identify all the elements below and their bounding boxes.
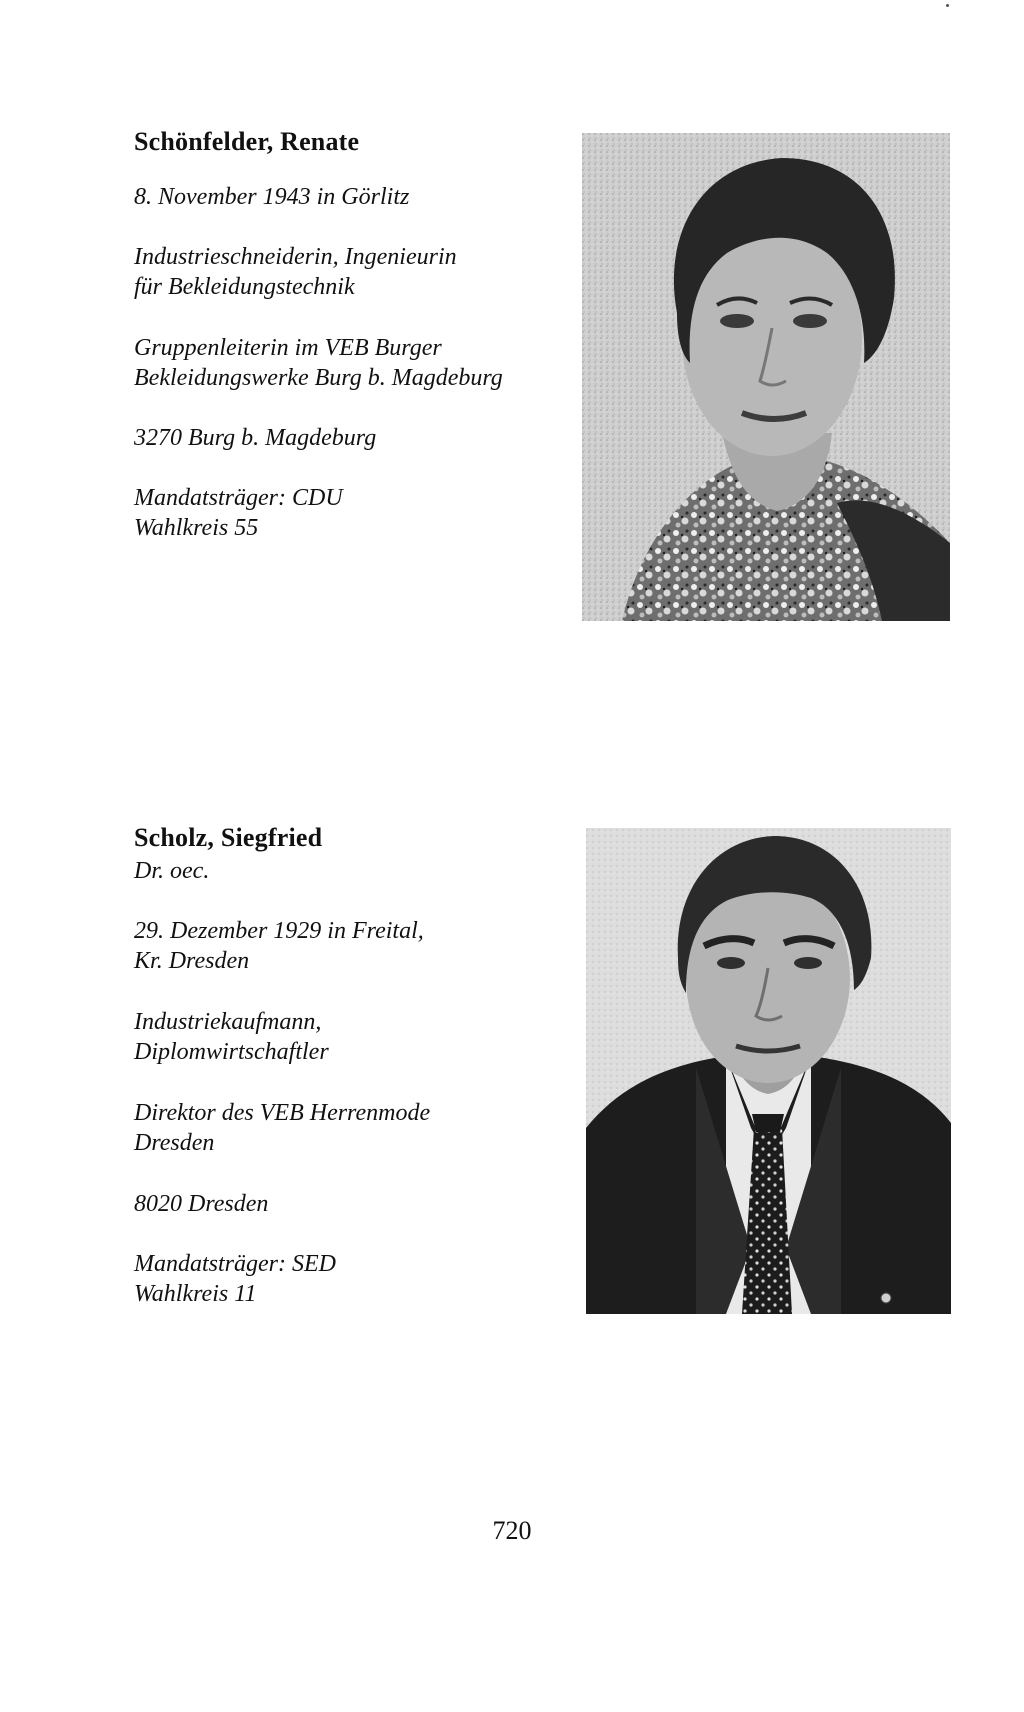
page-number: 720 bbox=[492, 1516, 532, 1545]
mandate-line: Mandatsträger: CDU bbox=[134, 485, 343, 511]
portrait-photo-1 bbox=[582, 133, 950, 621]
birth-line: 8. November 1943 in Görlitz bbox=[134, 184, 410, 210]
birth-line: 29. Dezember 1929 in Freital, bbox=[134, 918, 424, 944]
position-info bbox=[134, 333, 564, 393]
portrait-photo-2 bbox=[586, 828, 951, 1314]
position-line: Direktor des VEB Herrenmode bbox=[134, 1100, 431, 1126]
mandate-line: Wahlkreis 11 bbox=[134, 1281, 257, 1307]
birth-line: Kr. Dresden bbox=[134, 948, 250, 974]
profession-line: für Bekleidungstechnik bbox=[134, 274, 355, 300]
mandate-line: Wahlkreis 55 bbox=[134, 515, 259, 541]
address-info bbox=[134, 423, 564, 453]
mandate-info bbox=[134, 483, 564, 543]
position-line: Dresden bbox=[134, 1130, 215, 1156]
birth-info bbox=[134, 916, 564, 976]
biography-entry-1 bbox=[134, 126, 564, 543]
address-info bbox=[134, 1189, 564, 1219]
academic-title: Dr. oec. bbox=[134, 858, 210, 884]
profession-info bbox=[134, 1007, 564, 1067]
position-line: Bekleidungswerke Burg b. Magdeburg bbox=[134, 365, 503, 391]
profession-line: Diplomwirtschaftler bbox=[134, 1039, 329, 1065]
biography-entry-2 bbox=[134, 822, 564, 1309]
profession-info bbox=[134, 242, 564, 302]
mandate-info bbox=[134, 1249, 564, 1309]
portrait-woman-image bbox=[582, 133, 950, 621]
entry-name: Schönfelder, Renate bbox=[134, 127, 360, 156]
birth-info bbox=[134, 182, 564, 212]
scan-speck bbox=[946, 4, 949, 7]
address-line: 8020 Dresden bbox=[134, 1191, 269, 1217]
profession-line: Industrieschneiderin, Ingenieurin bbox=[134, 244, 457, 270]
position-line: Gruppenleiterin im VEB Burger bbox=[134, 335, 442, 361]
address-line: 3270 Burg b. Magdeburg bbox=[134, 425, 377, 451]
position-info bbox=[134, 1098, 564, 1158]
profession-line: Industriekaufmann, bbox=[134, 1009, 322, 1035]
portrait-man-image bbox=[586, 828, 951, 1314]
mandate-line: Mandatsträger: SED bbox=[134, 1251, 336, 1277]
entry-name: Scholz, Siegfried bbox=[134, 823, 323, 852]
